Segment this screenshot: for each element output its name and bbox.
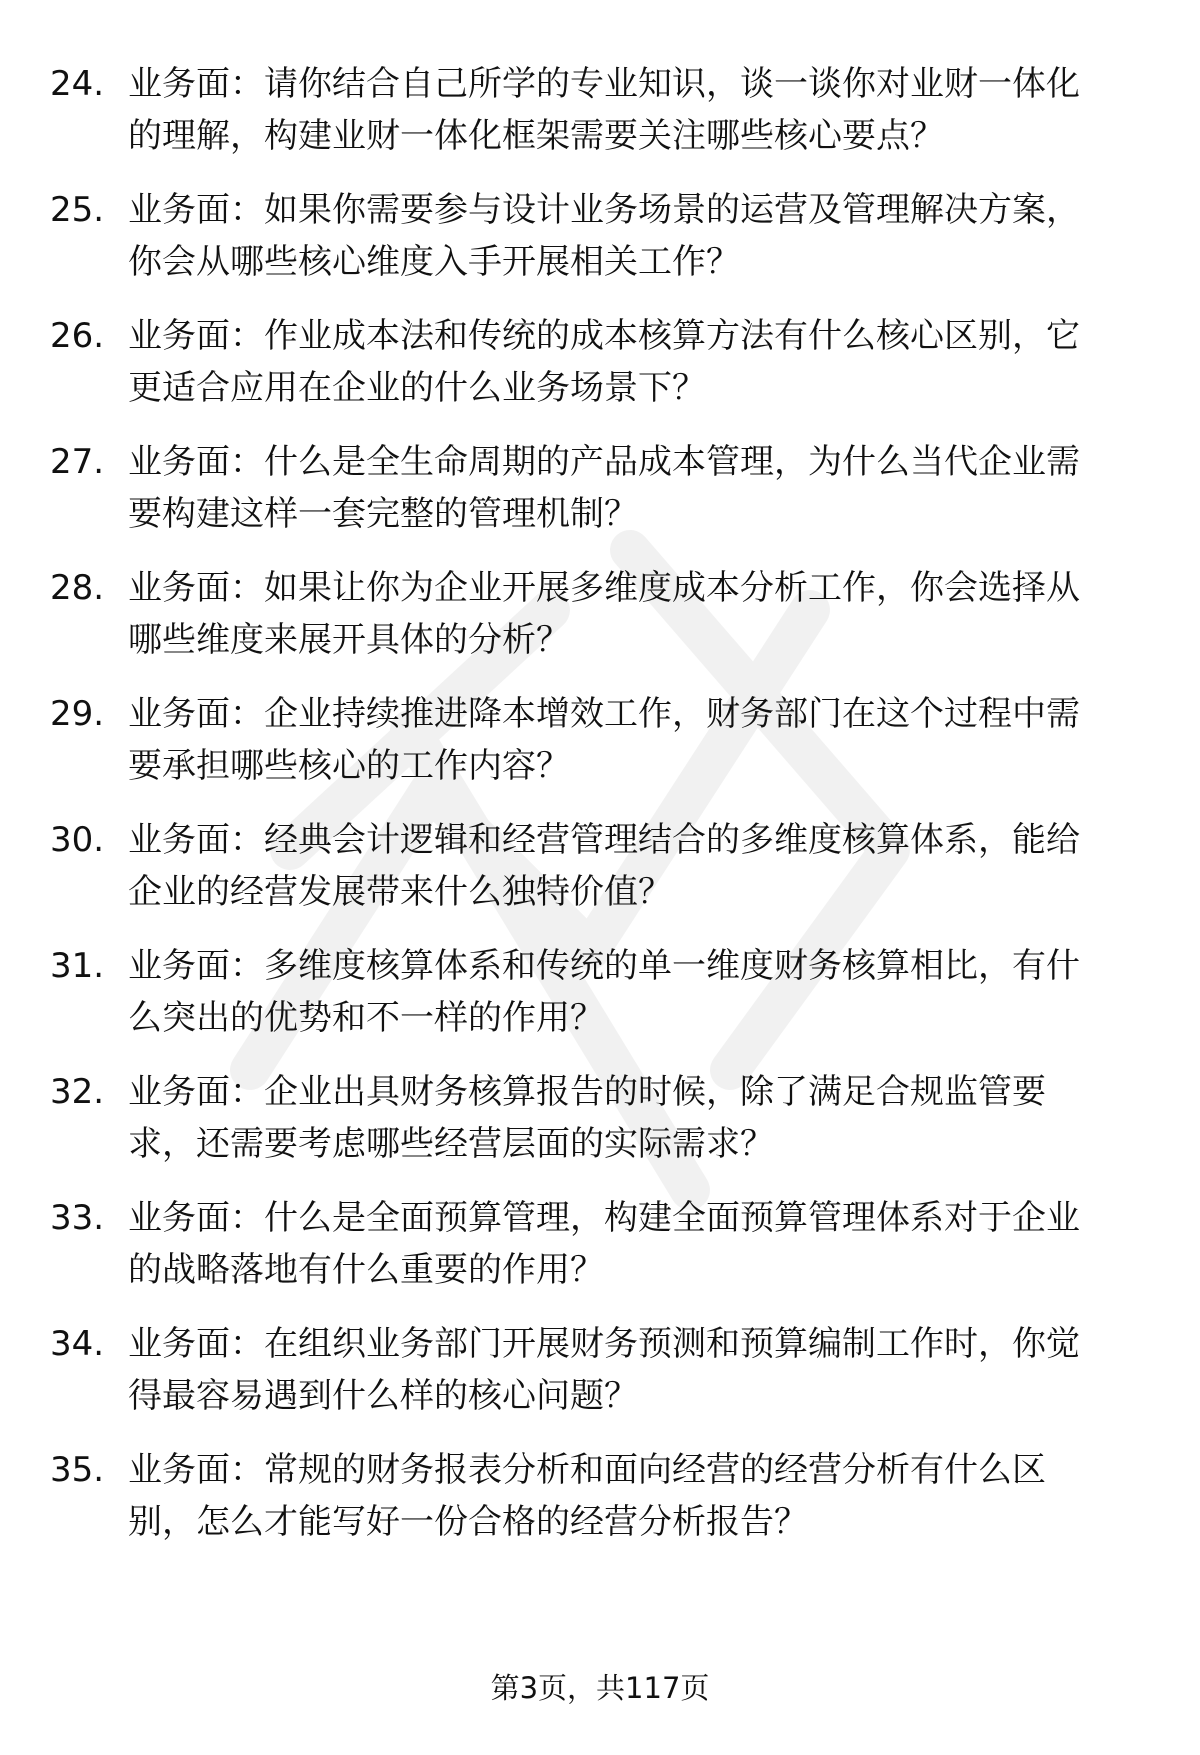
question-text (128, 184, 1143, 288)
question-item (0, 58, 1200, 184)
question-item (0, 814, 1200, 940)
question-line: 业务面：经典会计逻辑和经营管理结合的多维度核算体系，能给 (128, 820, 1080, 860)
question-line: 业务面：多维度核算体系和传统的单一维度财务核算相比，有什 (128, 946, 1080, 986)
question-text (128, 688, 1143, 792)
question-item (0, 1192, 1200, 1318)
question-text (128, 1444, 1143, 1548)
question-text (128, 58, 1143, 162)
question-item (0, 1444, 1200, 1570)
question-line: 的理解，构建业财一体化框架需要关注哪些核心要点？ (128, 116, 944, 156)
question-number: 28. (50, 568, 105, 608)
question-item (0, 1318, 1200, 1444)
question-line: 业务面：如果让你为企业开展多维度成本分析工作，你会选择从 (128, 568, 1080, 608)
question-line: 要构建这样一套完整的管理机制？ (128, 494, 638, 534)
question-line: 更适合应用在企业的什么业务场景下？ (128, 368, 706, 408)
question-text (128, 310, 1143, 414)
question-item (0, 184, 1200, 310)
question-number: 35. (50, 1450, 105, 1490)
question-line: 业务面：什么是全面预算管理，构建全面预算管理体系对于企业 (128, 1198, 1080, 1238)
question-line: 企业的经营发展带来什么独特价值？ (128, 872, 672, 912)
question-line: 业务面：如果你需要参与设计业务场景的运营及管理解决方案， (128, 190, 1080, 230)
question-item (0, 310, 1200, 436)
question-number: 32. (50, 1072, 105, 1112)
question-list (0, 58, 1200, 1570)
question-item (0, 1066, 1200, 1192)
page-number: 第3页，共117页 (490, 1671, 710, 1705)
question-line: 业务面：企业出具财务核算报告的时候，除了满足合规监管要 (128, 1072, 1046, 1112)
question-line: 业务面：常规的财务报表分析和面向经营的经营分析有什么区 (128, 1450, 1046, 1490)
question-item (0, 940, 1200, 1066)
question-line: 业务面：什么是全生命周期的产品成本管理，为什么当代企业需 (128, 442, 1080, 482)
question-text (128, 436, 1143, 540)
question-line: 别，怎么才能写好一份合格的经营分析报告？ (128, 1502, 808, 1542)
question-line: 哪些维度来展开具体的分析？ (128, 620, 570, 660)
question-number: 34. (50, 1324, 105, 1364)
question-number: 29. (50, 694, 105, 734)
question-number: 27. (50, 442, 105, 482)
question-text (128, 814, 1143, 918)
question-number: 26. (50, 316, 105, 356)
question-line: 得最容易遇到什么样的核心问题？ (128, 1376, 638, 1416)
question-line: 业务面：企业持续推进降本增效工作，财务部门在这个过程中需 (128, 694, 1080, 734)
question-line: 要承担哪些核心的工作内容？ (128, 746, 570, 786)
question-item (0, 688, 1200, 814)
question-text (128, 1066, 1143, 1170)
question-text (128, 562, 1143, 666)
question-line: 你会从哪些核心维度入手开展相关工作？ (128, 242, 740, 282)
question-item (0, 436, 1200, 562)
question-number: 31. (50, 946, 105, 986)
question-line: 的战略落地有什么重要的作用？ (128, 1250, 604, 1290)
question-line: 业务面：作业成本法和传统的成本核算方法有什么核心区别，它 (128, 316, 1080, 356)
question-text (128, 940, 1143, 1044)
question-text (128, 1318, 1143, 1422)
question-line: 么突出的优势和不一样的作用？ (128, 998, 604, 1038)
question-line: 业务面：在组织业务部门开展财务预测和预算编制工作时，你觉 (128, 1324, 1080, 1364)
question-number: 25. (50, 190, 105, 230)
question-item (0, 562, 1200, 688)
question-number: 24. (50, 64, 105, 104)
question-line: 业务面：请你结合自己所学的专业知识，谈一谈你对业财一体化 (128, 64, 1080, 104)
question-line: 求，还需要考虑哪些经营层面的实际需求？ (128, 1124, 774, 1164)
question-number: 30. (50, 820, 105, 860)
question-number: 33. (50, 1198, 105, 1238)
question-text (128, 1192, 1143, 1296)
